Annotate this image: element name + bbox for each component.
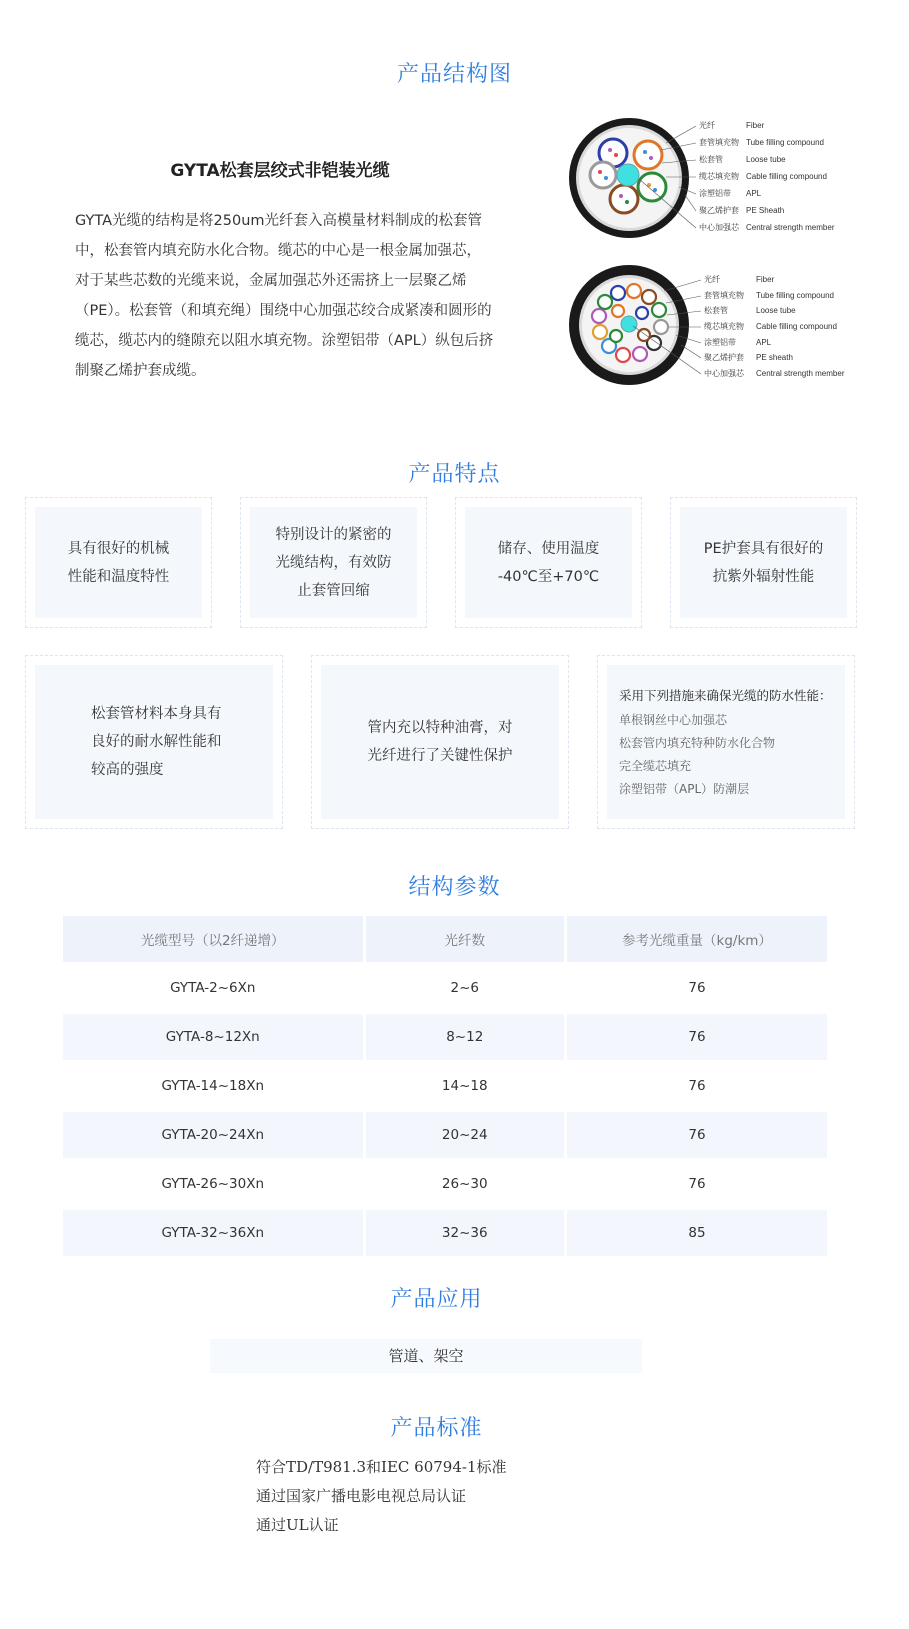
waterproof-item: 涂塑铝带（APL）防潮层 — [619, 781, 750, 796]
legend-cn: 套管填充物 — [704, 291, 744, 300]
cell-weight: 76 — [567, 1063, 827, 1109]
feature-text-line: 光纤进行了关键性保护 — [367, 748, 513, 764]
standards-list — [256, 1453, 506, 1540]
feature-card — [455, 497, 642, 628]
structure-description: GYTA光缆的结构是将250um光纤套入高模量材料制成的松套管中，松套管内填充防水化合物。缆芯的中心是一根金属加强芯，对于某些芯数的光缆来说，金属加强芯外还需挤上一层聚乙烯（PE）。松套管（和填充绳）围绕中心加强芯绞合成紧凑和圆形的缆芯，缆芯内的缝隙充以阻水填充物。涂塑铝带（APL）纵包后挤制聚乙烯护套成缆。 — [75, 213, 494, 379]
cell-weight: 76 — [567, 1112, 827, 1158]
legend-en: Loose tube — [746, 155, 786, 164]
standard-section-title: 产品标准 — [390, 1416, 483, 1441]
cell-fiber-count: 20~24 — [366, 1112, 564, 1158]
feature-text-line: 抗紫外辐射性能 — [712, 568, 815, 585]
legend-cn: 中心加强芯 — [704, 369, 744, 378]
cable-cross-section-diagram-1 — [566, 115, 846, 240]
legend-en: Fiber — [746, 121, 765, 130]
feature-text-line: 具有很好的机械 — [67, 540, 170, 557]
feature-text-line: -40℃至+70℃ — [497, 568, 600, 585]
diagram-2-legend — [704, 274, 845, 378]
column-header-model: 光缆型号（以2纤递增） — [63, 916, 363, 962]
column-header-fiber-count: 光纤数 — [366, 916, 564, 962]
feature-card — [25, 655, 283, 829]
cell-model: GYTA-8~12Xn — [63, 1014, 363, 1060]
cell-fiber-count: 32~36 — [366, 1210, 564, 1256]
waterproof-heading: 采用下列措施来确保光缆的防水性能： — [619, 687, 832, 703]
legend-en: Cable filling compound — [756, 322, 837, 331]
table-row — [63, 965, 827, 1011]
cell-weight: 76 — [567, 965, 827, 1011]
legend-cn: 涂塑铝带 — [704, 338, 736, 347]
legend-en: Cable filling compound — [746, 172, 827, 181]
legend-cn: 套管填充物 — [699, 138, 739, 147]
column-header-weight: 参考光缆重量（kg/km） — [567, 916, 827, 962]
feature-text-line: 松套管材料本身具有 — [91, 706, 222, 722]
feature-text-line: 光缆结构，有效防 — [275, 554, 392, 571]
table-row — [63, 1014, 827, 1060]
table-header-row — [63, 916, 827, 962]
feature-card — [670, 497, 857, 628]
waterproof-card — [597, 655, 855, 829]
cell-model: GYTA-32~36Xn — [63, 1210, 363, 1256]
feature-card — [25, 497, 212, 628]
diagram-1-legend — [699, 120, 835, 232]
waterproof-item: 单根钢丝中心加强芯 — [619, 712, 728, 727]
feature-card — [311, 655, 569, 829]
legend-en: Central strength member — [756, 369, 845, 378]
legend-cn: 光纤 — [704, 275, 720, 284]
legend-en: Tube filling compound — [746, 138, 824, 147]
legend-cn: 缆芯填充物 — [704, 322, 744, 331]
table-row — [63, 1063, 827, 1109]
cell-weight: 76 — [567, 1014, 827, 1060]
feature-text-line: 特别设计的紧密的 — [275, 526, 392, 543]
legend-cn: 聚乙烯护套 — [699, 206, 739, 215]
cell-fiber-count: 14~18 — [366, 1063, 564, 1109]
cell-fiber-count: 2~6 — [366, 965, 564, 1011]
legend-cn: 光纤 — [699, 121, 715, 130]
feature-text-line: 储存、使用温度 — [497, 540, 600, 557]
legend-cn: 松套管 — [704, 306, 728, 315]
legend-en: Tube filling compound — [756, 291, 834, 300]
feature-text-line: 良好的耐水解性能和 — [91, 734, 222, 750]
legend-cn: 松套管 — [699, 155, 723, 164]
params-section-title: 结构参数 — [408, 875, 501, 900]
feature-text-line: 较高的强度 — [91, 762, 164, 778]
features-section-title: 产品特点 — [408, 462, 501, 487]
legend-cn: 聚乙烯护套 — [704, 353, 744, 362]
application-text: 管道、架空 — [210, 1339, 642, 1373]
standard-item: 符合TD/T981.3和IEC 60794-1标准 — [256, 1458, 507, 1476]
legend-en: PE sheath — [756, 353, 793, 362]
legend-en: Fiber — [756, 275, 775, 284]
application-section-title: 产品应用 — [390, 1287, 483, 1312]
table-row — [63, 1112, 827, 1158]
legend-cn: 缆芯填充物 — [699, 172, 739, 181]
table-row — [63, 1161, 827, 1207]
standard-item: 通过国家广播电影电视总局认证 — [256, 1487, 467, 1505]
legend-en: Central strength member — [746, 223, 835, 232]
feature-text-line: 止套管回缩 — [297, 582, 370, 599]
product-subtitle: GYTA松套层绞式非铠装光缆 — [170, 161, 390, 181]
feature-text-line: 管内充以特种油膏，对 — [367, 720, 513, 736]
cell-model: GYTA-20~24Xn — [63, 1112, 363, 1158]
waterproof-item: 完全缆芯填充 — [619, 758, 692, 773]
legend-en: PE Sheath — [746, 206, 785, 215]
cell-fiber-count: 8~12 — [366, 1014, 564, 1060]
cell-weight: 76 — [567, 1161, 827, 1207]
cell-model: GYTA-2~6Xn — [63, 965, 363, 1011]
cell-weight: 85 — [567, 1210, 827, 1256]
params-table — [60, 913, 830, 1259]
cable-cross-section-diagram-2 — [566, 263, 856, 388]
standard-item: 通过UL认证 — [256, 1516, 339, 1534]
legend-cn: 中心加强芯 — [699, 223, 739, 232]
legend-cn: 涂塑铝带 — [699, 189, 731, 198]
table-row — [63, 1210, 827, 1256]
legend-en: Loose tube — [756, 306, 796, 315]
feature-text-line: 性能和温度特性 — [67, 568, 170, 585]
feature-card — [240, 497, 427, 628]
legend-en: APL — [746, 189, 762, 198]
waterproof-item: 松套管内填充特种防水化合物 — [619, 735, 776, 750]
cell-model: GYTA-26~30Xn — [63, 1161, 363, 1207]
cell-model: GYTA-14~18Xn — [63, 1063, 363, 1109]
cell-fiber-count: 26~30 — [366, 1161, 564, 1207]
structure-section-title: 产品结构图 — [396, 62, 512, 87]
feature-text-line: PE护套具有很好的 — [703, 540, 824, 557]
legend-en: APL — [756, 338, 772, 347]
